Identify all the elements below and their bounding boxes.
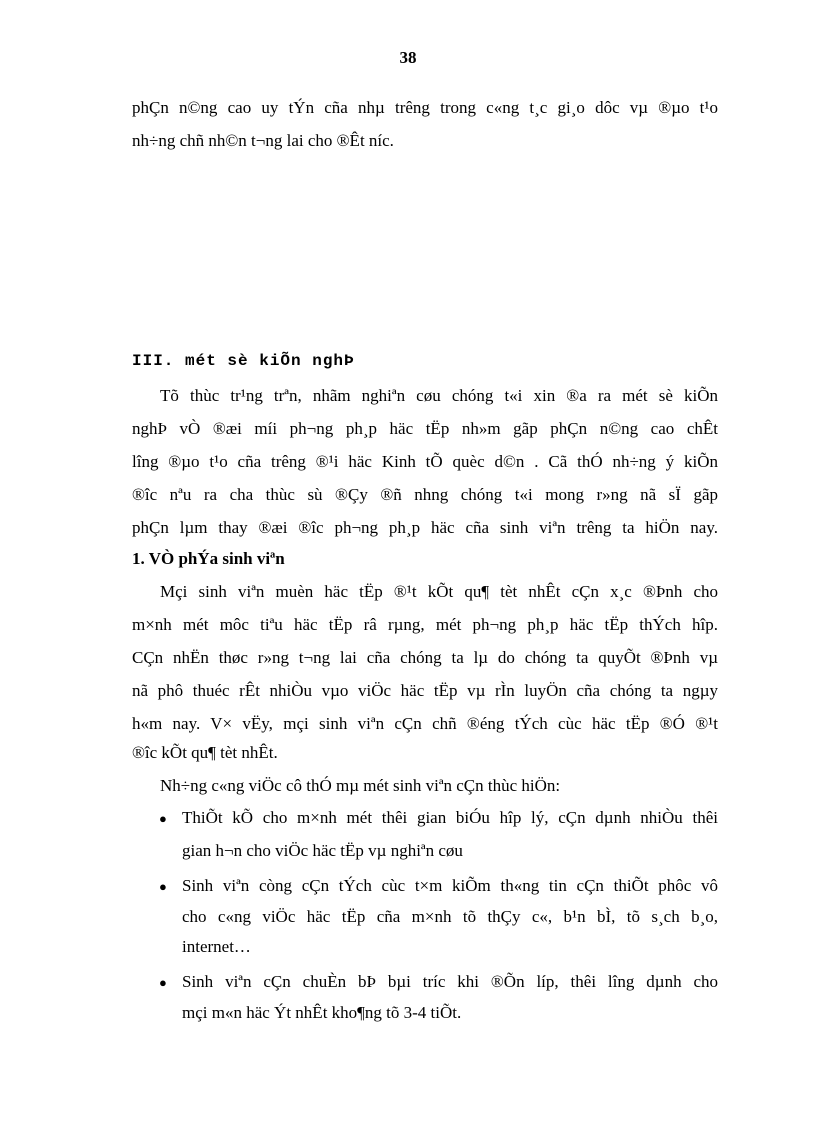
section-para-line: Tõ thùc tr¹ng trªn, nhãm nghiªn cøu chóng t«i xin ®a ra mét sè kiÕn [160,386,718,405]
bullet-line: Sinh viªn cÇn chuÈn bÞ bµi tríc khi ®Õn líp, thêi lîng dµnh cho [182,972,718,991]
bullet-line: mçi m«n häc Ýt nhÊt kho¶ng tõ 3-4 tiÕt. [182,1003,462,1022]
section-para-line: lîng ®µo t¹o cña trêng ®¹i häc Kinh tÕ quèc d©n . Cã thÓ nh÷ng ý kiÕn [132,452,718,471]
bullet-dot-icon: ● [159,811,167,826]
sub-para-line: nã phô thuéc rÊt nhiÒu vµo viÖc häc tËp vµ rÌn luyÖn cña chóng ta ngµy [132,681,718,700]
bullet-dot-icon: ● [159,975,167,990]
sub-heading: 1. VÒ phÝa sinh viªn [132,549,285,568]
bullet-line: cho c«ng viÖc häc tËp cña m×nh tõ thÇy c«, b¹n bÌ, tõ s¸ch b¸o, [182,907,718,926]
bullet-dot-icon: ● [159,879,167,894]
intro-line-1: phÇn n©ng cao uy tÝn cña nhµ trêng trong c«ng t¸c gi¸o dôc vµ ®µo t¹o [132,98,718,117]
bullet-line: Sinh viªn còng cÇn tÝch cùc t×m kiÕm th«ng tin cÇn thiÕt phôc vô [182,876,718,895]
bullet-line: ThiÕt kÕ cho m×nh mét thêi gian biÓu hîp lý, cÇn dµnh nhiÒu thêi [182,808,718,827]
section-heading: III. mét sè kiÕn nghÞ [132,352,355,370]
sub-para-line: h«m nay. V× vËy, mçi sinh viªn cÇn chñ ®éng tÝch cùc häc tËp ®Ó ®¹t [132,714,718,733]
sub-para-line: Mçi sinh viªn muèn häc tËp ®¹t kÕt qu¶ tèt nhÊt cÇn x¸c ®Þnh cho [160,582,718,601]
sub-para-line: m×nh mét môc tiªu häc tËp râ rµng, mét ph¬ng ph¸p häc tËp thÝch hîp. [132,615,718,634]
section-para-line: phÇn lµm thay ®æi ®îc ph¬ng ph¸p häc cña sinh viªn trêng ta hiÖn nay. [132,518,718,537]
intro-line-2: nh÷ng chñ nh©n t¬ng lai cho ®Êt níc. [132,131,394,150]
section-para-line: ®îc nªu ra cha thùc sù ®Çy ®ñ nhng chóng t«i mong r»ng nã sÏ gãp [132,485,718,504]
page-number: 38 [399,48,417,67]
bullet-line: internet… [182,937,251,956]
bullet-line: gian h¬n cho viÖc häc tËp vµ nghiªn cøu [182,841,463,860]
tasks-intro: Nh÷ng c«ng viÖc cô thÓ mµ mét sinh viªn cÇn thùc hiÖn: [160,776,561,795]
sub-para-line: CÇn nhËn thøc r»ng t¬ng lai cña chóng ta lµ do chóng ta quyÕt ®Þnh vµ [132,648,718,667]
sub-para-line: ®îc kÕt qu¶ tèt nhÊt. [132,743,278,762]
section-para-line: nghÞ vÒ ®æi míi ph¬ng ph¸p häc tËp nh»m gãp phÇn n©ng cao chÊt [132,419,718,438]
